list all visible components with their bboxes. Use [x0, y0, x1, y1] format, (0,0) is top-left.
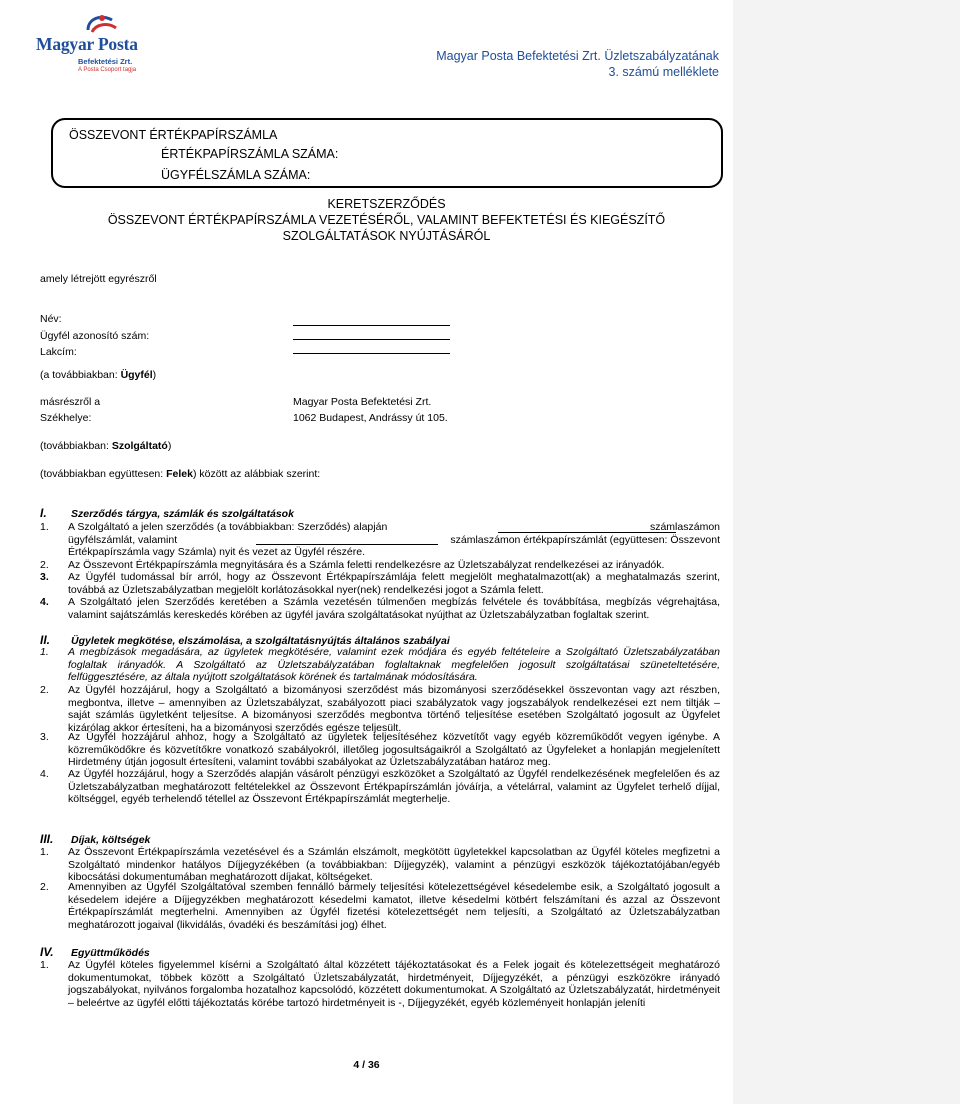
section-title: Együttműködés [71, 947, 150, 959]
item-text: Amennyiben az Ügyfél Szolgáltatóval szemben fennálló bármely teljesítési kötelezettségével késedelembe esik, a Szolgáltató jogosult a késedelem idejére a Díjjegyzékben meghatározott késedelmi kamatot, illetve késedelmi kötbért felszámítani és azzal az Összevont Értékpapírszámlát megterhelni. Amennyiben az Ügyfél fizetési kötelezettségét nem teljesíti, a Szolgáltató az Üzletszabályzatban meghatározott jogaival (likvidálás, óvadéki és beszámítási jog) élhet. [68, 881, 720, 931]
section-heading-2 [40, 633, 450, 647]
client-id-field-line [293, 339, 450, 340]
list-item [40, 684, 720, 734]
item-text: Az Ügyfél hozzájárul, hogy a Szerződés alapján vásárolt pénzügyi eszközöket a Szolgáltató az Ügyfél rendelkezésének megfelelően és az Üzletszabályzatban meghatározott feltételekkel az Összevont Értékpapírszámlán jóváírja, a vételárral, valamint az Ügyfelet terhelő díjjal, költséggel, egyéb terhelendő tétellel az Összevont Értékpapírszámlát megterhelje. [68, 768, 720, 806]
item-number: 1. [40, 521, 49, 533]
item-number: 3. [40, 571, 49, 583]
viewer-side-panel [733, 0, 960, 1104]
list-item [40, 731, 720, 769]
section-title: Szerződés tárgya, számlák és szolgáltatások [71, 508, 294, 520]
item-number: 1. [40, 959, 49, 971]
parties-designation [40, 468, 320, 480]
item-number: 2. [40, 881, 49, 893]
seat-value: 1062 Budapest, Andrássy út 105. [293, 412, 448, 424]
parties-designation-suffix: ) között az alábbiak szerint: [192, 468, 321, 480]
provider-designation-term: Szolgáltató [111, 440, 168, 452]
contract-title-2: ÖSSZEVONT ÉRTÉKPAPÍRSZÁMLA VEZETÉSÉRŐL, VALAMINT BEFEKTETÉSI ÉS KIEGÉSZÍTŐ [107, 213, 666, 227]
provider-designation-suffix: ) [167, 440, 172, 452]
client-designation-term: Ügyfél [120, 369, 153, 381]
other-party-label: másrészről a [40, 396, 101, 408]
item-text: Értékpapírszámla vagy Számla) nyit és vezet az Ügyfél részére. [68, 546, 366, 559]
address-field-line [293, 353, 450, 354]
account-number-blank-2 [256, 544, 438, 545]
other-party-name: Magyar Posta Befektetési Zrt. [293, 396, 432, 408]
item-number: 2. [40, 559, 49, 571]
list-item [40, 521, 720, 559]
provider-designation-prefix: (továbbiakban: [40, 440, 112, 452]
logo-subtitle: Befektetési Zrt. [78, 57, 133, 66]
account-box [51, 118, 723, 188]
list-item [40, 959, 720, 1009]
provider-designation [40, 440, 171, 452]
list-item [40, 559, 720, 572]
item-text: Az Ügyfél tudomással bír arról, hogy az Összevont Értékpapírszámlája felett megjelölt meghatalmazott(ak) a meghatalmazás szerint, továbbá az Üzletszabályzatban megjelölt korlátozásokkal nyer(nek) rendelkezési jogot a Számla felett. [68, 571, 720, 596]
item-text: Az Ügyfél hozzájárul ahhoz, hogy a Szolgáltató az ügyletek teljesítéséhez közvetítőt vagy egyéb közreműködőt vegyen igénybe. A közreműködőkre és közvetítőkre vonatkozó szabályokról, illetőleg jogosultságaikról a Szolgáltató az Ügyfeleket a honlapján megjelenített Hirdetmény útján jogosult értesíteni, valamint további szabályokat az Üzletszabályzatában határoz meg. [68, 731, 720, 769]
section-number: II. [40, 633, 51, 647]
section-heading-3 [40, 832, 150, 846]
item-number: 1. [40, 846, 49, 858]
seat-label: Székhelye: [40, 412, 92, 424]
list-item [40, 846, 720, 884]
parties-intro: amely létrejött egyrészről [40, 273, 157, 285]
contract-title-1: KERETSZERZŐDÉS [327, 197, 446, 211]
magyar-posta-logo [36, 10, 136, 78]
account-type: ÖSSZEVONT ÉRTÉKPAPÍRSZÁMLA [69, 128, 278, 142]
item-text: ügyfélszámlát, valamint [68, 533, 178, 546]
item-text: A megbízások megadására, az ügyletek megkötésére, valamint ezek módjára és egyéb feltételeire a Szolgáltató Üzletszabályzatában foglaltak irányadók. A Szolgáltató az Üzletszabályzatában foglaltaknak megfelelően jogosult szolgáltatásai szüneteltetésére, felfüggesztésére, az általa nyújtott szolgáltatások körének és tartalmának módosítására. [68, 646, 720, 684]
item-number: 1. [40, 646, 49, 658]
client-designation [40, 369, 156, 381]
parties-designation-prefix: (továbbiakban együttesen: [40, 468, 167, 480]
item-text: A Szolgáltató jelen Szerződés keretében a Számla vezetésén túlmenően megbízás felvétele és továbbítása, megbízás végrehajtása, valamint sajátszámlás kereskedés körében az ügyfél javára szolgáltatásokat nyújthat az Üzletszabályzatban foglaltak szerint. [68, 596, 720, 621]
document-header [436, 48, 719, 80]
header-line-2: 3. számú melléklete [608, 65, 719, 79]
contract-title-3: SZOLGÁLTATÁSOK NYÚJTÁSÁRÓL [282, 229, 491, 243]
list-item [40, 571, 720, 596]
item-text: Az Ügyfél köteles figyelemmel kísérni a Szolgáltató által közzétett tájékoztatásokat és a Felek jogait és kötelezettségeit meghatározó dokumentumokat, többek között a Szolgáltató Üzletszabályzatát, hirdetményeit, Díjjegyzékét, a pénzügyi eszközökre irányadó jogszabályokat, nyilvános forgalomba hozatalhoz kapcsolódó, közzétett dokumentumokat. A Szolgáltató az Üzletszabályzatát, hirdetményeit – beleértve az ügyfél előtti tájékoztatás körébe tartozó hirdetményeit is -, Díjjegyzékét, egyéb közleményeit honlapján jeleníti [68, 959, 720, 1009]
item-text: A Szolgáltató a jelen szerződés (a továbbiakban: Szerződés) alapján [68, 521, 388, 533]
header-line-1: Magyar Posta Befektetési Zrt. Üzletszabályzatának [436, 49, 719, 63]
item-text: számlaszámon értékpapírszámlát (együttesen: Összevont [450, 533, 720, 546]
item-number: 3. [40, 731, 49, 743]
item-text: Az Összevont Értékpapírszámla vezetésével és a Számlán elszámolt, megkötött ügyletekkel kapcsolatban az Ügyfél köteles megfizetni a Szolgáltató mindenkor hatályos Díjjegyzékében (a továbbiakban: Díjjegyzék), valamint a pénzügyi eszközök tájékoztatójában/egyéb kibocsátási dokumentumában meghatározott díjakat, költségeket. [68, 846, 720, 884]
page-number: 4 / 36 [353, 1059, 380, 1071]
client-id-label: Ügyfél azonosító szám: [40, 330, 150, 342]
item-text: számlaszámon [649, 521, 720, 533]
name-field-line [293, 325, 450, 326]
item-text: Az Ügyfél hozzájárul, hogy a Szolgáltató a bizományosi szerződést más bizományosi szerződésekkel összevontan vagy azt részben, megbontva, illetve – amennyiben az Üzletszabályzat, szabályozott piaci szabályzatok vagy jogszabályok rendelkezései ezt nem tiltják – saját számlás ügyletként teljesítse. A bizományosi szerződés megbontva történő teljesítése esetében Szolgáltató jogosult az Ügyfelet kizárólag akkor értesíteni, ha a bizományosi szerződés egésze teljesült. [68, 684, 720, 734]
logo-name: Magyar Posta [36, 34, 138, 54]
item-number: 4. [40, 596, 49, 608]
name-label: Név: [40, 313, 62, 325]
section-title: Díjak, költségek [71, 834, 151, 846]
list-item [40, 881, 720, 931]
logo-tagline: A Posta Csoport tagja [78, 67, 137, 73]
list-item [40, 768, 720, 806]
client-account-number-label: ÜGYFÉLSZÁMLA SZÁMA: [161, 168, 311, 182]
list-item [40, 646, 720, 684]
section-number: III. [40, 832, 54, 846]
client-designation-prefix: (a továbbiakban: [40, 369, 121, 381]
item-text: Az Összevont Értékpapírszámla megnyitására és a Számla feletti rendelkezésre az Üzletszabályzat rendelkezései az irányadók. [68, 559, 665, 571]
section-number: I. [40, 506, 47, 520]
item-number: 4. [40, 768, 49, 780]
list-item [40, 596, 720, 621]
section-heading-1 [40, 506, 294, 520]
item-number: 2. [40, 684, 49, 696]
parties-designation-term: Felek [166, 468, 193, 480]
address-label: Lakcím: [40, 346, 77, 358]
section-title: Ügyletek megkötése, elszámolása, a szolgáltatásnyújtás általános szabályai [71, 635, 450, 647]
client-designation-suffix: ) [152, 369, 157, 381]
section-number: IV. [40, 945, 54, 959]
securities-account-number-label: ÉRTÉKPAPÍRSZÁMLA SZÁMA: [161, 147, 339, 161]
section-heading-4 [40, 945, 150, 959]
